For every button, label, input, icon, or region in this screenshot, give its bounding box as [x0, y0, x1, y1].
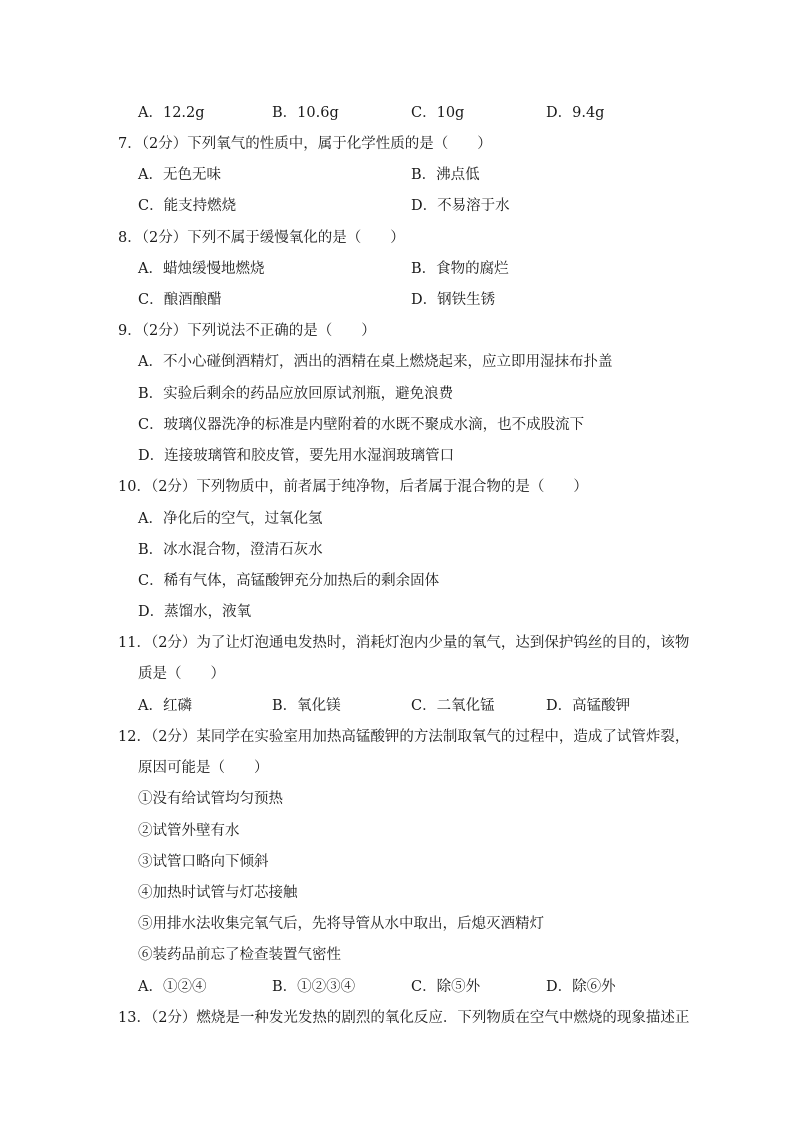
q12-option-b: B．①②③④ [272, 979, 356, 995]
q7-option-b: B．沸点低 [411, 167, 480, 183]
q6-option-a: A．12.2g [138, 105, 205, 121]
q11-option-b: B．氧化镁 [272, 698, 341, 714]
q11-stem-line1: 11．（2分）为了让灯泡通电发热时，消耗灯泡内少量的氧气，达到保护钨丝的目的，该物 [118, 635, 690, 651]
q12-item-1: ①没有给试管均匀预热 [138, 791, 283, 807]
q6-option-b: B．10.6g [272, 105, 339, 121]
q10-option-d: D．蒸馏水，液氧 [138, 604, 252, 620]
q12-stem-line1: 12．（2分）某同学在实验室用加热高锰酸钾的方法制取氧气的过程中，造成了试管炸裂， [118, 729, 690, 745]
q9-option-c: C．玻璃仪器洗净的标准是内壁附着的水既不聚成水滴，也不成股流下 [138, 417, 585, 433]
q12-item-3: ③试管口略向下倾斜 [138, 854, 269, 870]
q12-item-2: ②试管外壁有水 [138, 823, 240, 839]
q13-stem-line1: 13．（2分）燃烧是一种发光发热的剧烈的氧化反应．下列物质在空气中燃烧的现象描述正 [118, 1010, 690, 1026]
q11-option-d: D．高锰酸钾 [546, 698, 631, 714]
q12-item-6: ⑥装药品前忘了检查装置气密性 [138, 947, 341, 963]
q11-stem-line2: 质是（ ） [138, 666, 225, 682]
q7-option-d: D．不易溶于水 [411, 198, 510, 214]
q7-stem: 7．（2分）下列氧气的性质中，属于化学性质的是（ ） [118, 136, 492, 152]
q10-option-c: C．稀有气体，高锰酸钾充分加热后的剩余固体 [138, 573, 440, 589]
q10-stem: 10．（2分）下列物质中，前者属于纯净物，后者属于混合物的是（ ） [118, 479, 588, 495]
q8-option-d: D．钢铁生锈 [411, 292, 496, 308]
q9-option-b: B．实验后剩余的药品应放回原试剂瓶，避免浪费 [138, 386, 454, 402]
q12-item-4: ④加热时试管与灯芯接触 [138, 885, 298, 901]
q12-option-a: A．①②④ [138, 979, 207, 995]
q7-option-c: C．能支持燃烧 [138, 198, 237, 214]
q12-stem-line2: 原因可能是（ ） [138, 760, 269, 776]
q9-stem: 9．（2分）下列说法不正确的是（ ） [118, 323, 376, 339]
q7-option-a: A．无色无味 [138, 167, 221, 183]
q6-option-c: C．10g [411, 105, 465, 121]
q8-option-a: A．蜡烛缓慢地燃烧 [138, 261, 265, 277]
q11-option-a: A．红磷 [138, 698, 192, 714]
q12-item-5: ⑤用排水法收集完氧气后，先将导管从水中取出，后熄灭酒精灯 [138, 916, 544, 932]
q8-option-b: B．食物的腐烂 [411, 261, 509, 277]
q6-option-d: D．9.4g [546, 105, 605, 121]
q11-option-c: C．二氧化锰 [411, 698, 495, 714]
q12-option-d: D．除⑥外 [546, 979, 616, 995]
q8-option-c: C．酿酒酿醋 [138, 292, 222, 308]
q9-option-d: D．连接玻璃管和胶皮管，要先用水湿润玻璃管口 [138, 448, 455, 464]
q10-option-b: B．冰水混合物，澄清石灰水 [138, 542, 323, 558]
q10-option-a: A．净化后的空气，过氧化氢 [138, 511, 323, 527]
q9-option-a: A．不小心碰倒酒精灯，洒出的酒精在桌上燃烧起来，应立即用湿抹布扑盖 [138, 354, 613, 370]
q12-option-c: C．除⑤外 [411, 979, 481, 995]
q8-stem: 8．（2分）下列不属于缓慢氧化的是（ ） [118, 230, 405, 246]
